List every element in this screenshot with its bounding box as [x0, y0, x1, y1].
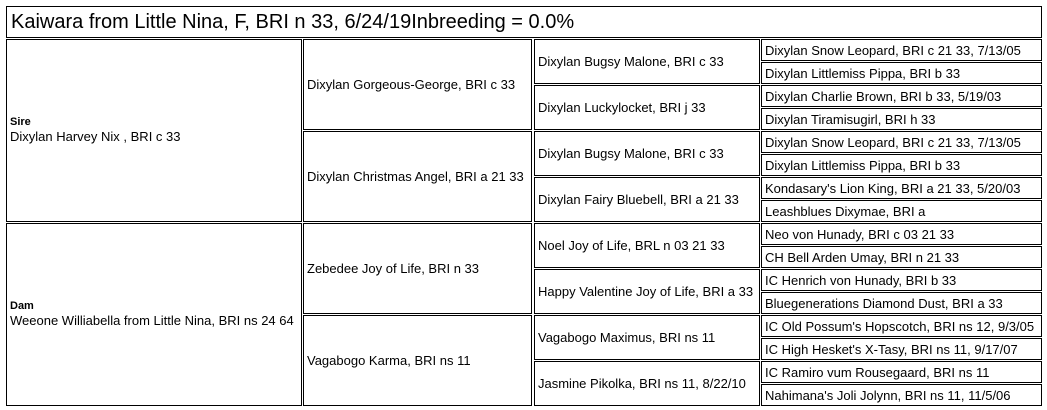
gen4-cell: Dixylan Snow Leopard, BRI c 21 33, 7/13/05 [761, 39, 1042, 61]
gen3-cell: Dixylan Bugsy Malone, BRI c 33 [534, 39, 760, 84]
gen3-cell: Jasmine Pikolka, BRI ns 11, 8/22/10 [534, 361, 760, 406]
sire-cell [6, 39, 302, 222]
gen4-cell: Dixylan Snow Leopard, BRI c 21 33, 7/13/05 [761, 131, 1042, 153]
gen4-cell: Leashblues Dixymae, BRI a [761, 200, 1042, 222]
dam-name: Weeone Williabella from Little Nina, BRI ns 24 64 [10, 313, 294, 328]
pedigree-title: Kaiwara from Little Nina, F, BRI n 33, 6/24/19Inbreeding = 0.0% [6, 6, 1042, 38]
gen3-cell: Dixylan Fairy Bluebell, BRI a 21 33 [534, 177, 760, 222]
dam-dam-cell: Vagabogo Karma, BRI ns 11 [303, 315, 532, 406]
sire-label: Sire [10, 116, 31, 128]
gen3-cell: Happy Valentine Joy of Life, BRI a 33 [534, 269, 760, 314]
gen4-cell: Bluegenerations Diamond Dust, BRI a 33 [761, 292, 1042, 314]
gen4-cell: Dixylan Littlemiss Pippa, BRI b 33 [761, 62, 1042, 84]
gen4-cell: Neo von Hunady, BRI c 03 21 33 [761, 223, 1042, 245]
gen4-cell: IC Ramiro vum Rousegaard, BRI ns 11 [761, 361, 1042, 383]
gen4-cell: Dixylan Charlie Brown, BRI b 33, 5/19/03 [761, 85, 1042, 107]
gen3-cell: Dixylan Luckylocket, BRI j 33 [534, 85, 760, 130]
gen3-cell: Noel Joy of Life, BRL n 03 21 33 [534, 223, 760, 268]
dam-label: Dam [10, 300, 34, 312]
gen4-cell: Nahimana's Joli Jolynn, BRI ns 11, 11/5/06 [761, 384, 1042, 406]
gen4-cell: Dixylan Tiramisugirl, BRI h 33 [761, 108, 1042, 130]
sire-name: Dixylan Harvey Nix , BRI c 33 [10, 129, 181, 144]
dam-cell [6, 223, 302, 406]
sire-dam-cell: Dixylan Christmas Angel, BRI a 21 33 [303, 131, 532, 222]
gen4-cell: Dixylan Littlemiss Pippa, BRI b 33 [761, 154, 1042, 176]
gen4-cell: IC Henrich von Hunady, BRI b 33 [761, 269, 1042, 291]
gen4-cell: IC High Hesket's X-Tasy, BRI ns 11, 9/17/07 [761, 338, 1042, 360]
gen3-cell: Dixylan Bugsy Malone, BRI c 33 [534, 131, 760, 176]
gen3-cell: Vagabogo Maximus, BRI ns 11 [534, 315, 760, 360]
dam-sire-cell: Zebedee Joy of Life, BRI n 33 [303, 223, 532, 314]
gen4-cell: IC Old Possum's Hopscotch, BRI ns 12, 9/3/05 [761, 315, 1042, 337]
sire-sire-cell: Dixylan Gorgeous-George, BRI c 33 [303, 39, 532, 130]
gen4-cell: CH Bell Arden Umay, BRI n 21 33 [761, 246, 1042, 268]
gen4-cell: Kondasary's Lion King, BRI a 21 33, 5/20/03 [761, 177, 1042, 199]
